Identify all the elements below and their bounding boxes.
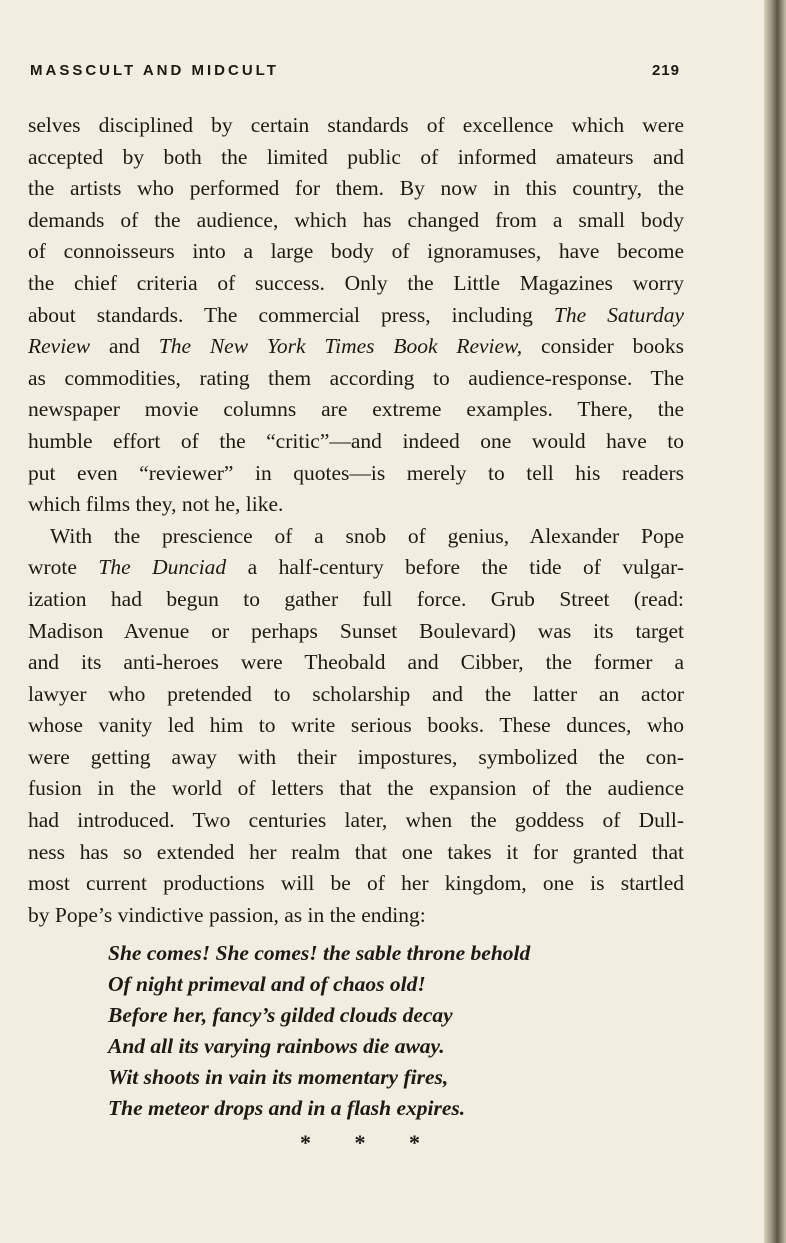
running-title: MASSCULT AND MIDCULT xyxy=(30,62,279,79)
body-text xyxy=(28,110,684,931)
text-fragment: a half-century before the tide of vulgar- xyxy=(226,555,685,580)
asterisk: * xyxy=(300,1130,311,1155)
text-line: the chief criteria of success. Only the Little Magazines worry xyxy=(28,270,684,295)
text-fragment: and xyxy=(90,334,159,359)
text-line: had introduced. Two centuries later, when the goddess of Dull- xyxy=(28,808,684,833)
text-line xyxy=(28,300,684,332)
text-line: ization had begun to gather full force. Grub Street (read: xyxy=(28,586,684,611)
page-number: 219 xyxy=(651,62,680,79)
text-line: put even “reviewer” in quotes—is merely to tell his readers xyxy=(28,460,684,485)
italic-title-review: Review xyxy=(28,334,91,359)
italic-title-dunciad: The Dunciad xyxy=(98,555,227,580)
text-line: newspaper movie columns are extreme examples. There, the xyxy=(28,397,684,422)
text-line: With the prescience of a snob of genius, Alexander Pope xyxy=(50,523,684,548)
text-line: Madison Avenue or perhaps Sunset Boulevard) was its target xyxy=(28,618,684,643)
poem-quotation xyxy=(108,938,668,1124)
text-fragment: wrote xyxy=(28,555,99,580)
text-line: by Pope’s vindictive passion, as in the ending: xyxy=(28,902,426,927)
text-line xyxy=(28,331,684,363)
text-line: the artists who performed for them. By now in this country, the xyxy=(28,176,684,201)
book-spine-shadow xyxy=(764,0,786,1243)
text-line: were getting away with their impostures, symbolized the con- xyxy=(28,744,684,769)
text-line: whose vanity led him to write serious books. These dunces, who xyxy=(28,713,684,738)
text-line: of connoisseurs into a large body of ignoramuses, have become xyxy=(28,239,684,264)
text-line: ness has so extended her realm that one takes it for granted that xyxy=(28,839,684,864)
poem-line: Before her, fancy’s gilded clouds decay xyxy=(108,1003,453,1027)
poem-line: Wit shoots in vain its momentary fires, xyxy=(108,1065,449,1089)
text-line: and its anti-heroes were Theobald and Cibber, the former a xyxy=(28,650,684,675)
text-line: accepted by both the limited public of informed amateurs and xyxy=(28,144,684,169)
asterisk: * xyxy=(354,1130,366,1155)
italic-title-nyt: The New York Times Book Review, xyxy=(158,334,523,359)
poem-line: And all its varying rainbows die away. xyxy=(108,1034,445,1058)
poem-line: Of night primeval and of chaos old! xyxy=(108,972,426,996)
text-line: as commodities, rating them according to audience-response. The xyxy=(28,365,684,390)
text-line: selves disciplined by certain standards of excellence which were xyxy=(28,113,684,137)
italic-title-saturday: The Saturday xyxy=(553,302,684,327)
text-line: most current productions will be of her kingdom, one is startled xyxy=(28,871,684,896)
text-fragment: consider books xyxy=(522,334,685,359)
running-header xyxy=(30,62,680,86)
section-break xyxy=(300,1130,420,1156)
text-line: demands of the audience, which has changed from a small body xyxy=(28,207,684,232)
text-line: fusion in the world of letters that the expansion of the audience xyxy=(28,776,684,801)
text-line xyxy=(28,552,684,584)
text-line: humble effort of the “critic”—and indeed one would have to xyxy=(28,428,684,453)
poem-line: She comes! She comes! the sable throne behold xyxy=(108,941,531,965)
asterisk: * xyxy=(409,1130,420,1155)
poem-line: The meteor drops and in a flash expires. xyxy=(108,1096,466,1120)
text-line: which films they, not he, like. xyxy=(28,492,284,517)
text-fragment: about standards. The commercial press, including xyxy=(28,302,554,327)
text-line: lawyer who pretended to scholarship and the latter an actor xyxy=(28,681,684,706)
